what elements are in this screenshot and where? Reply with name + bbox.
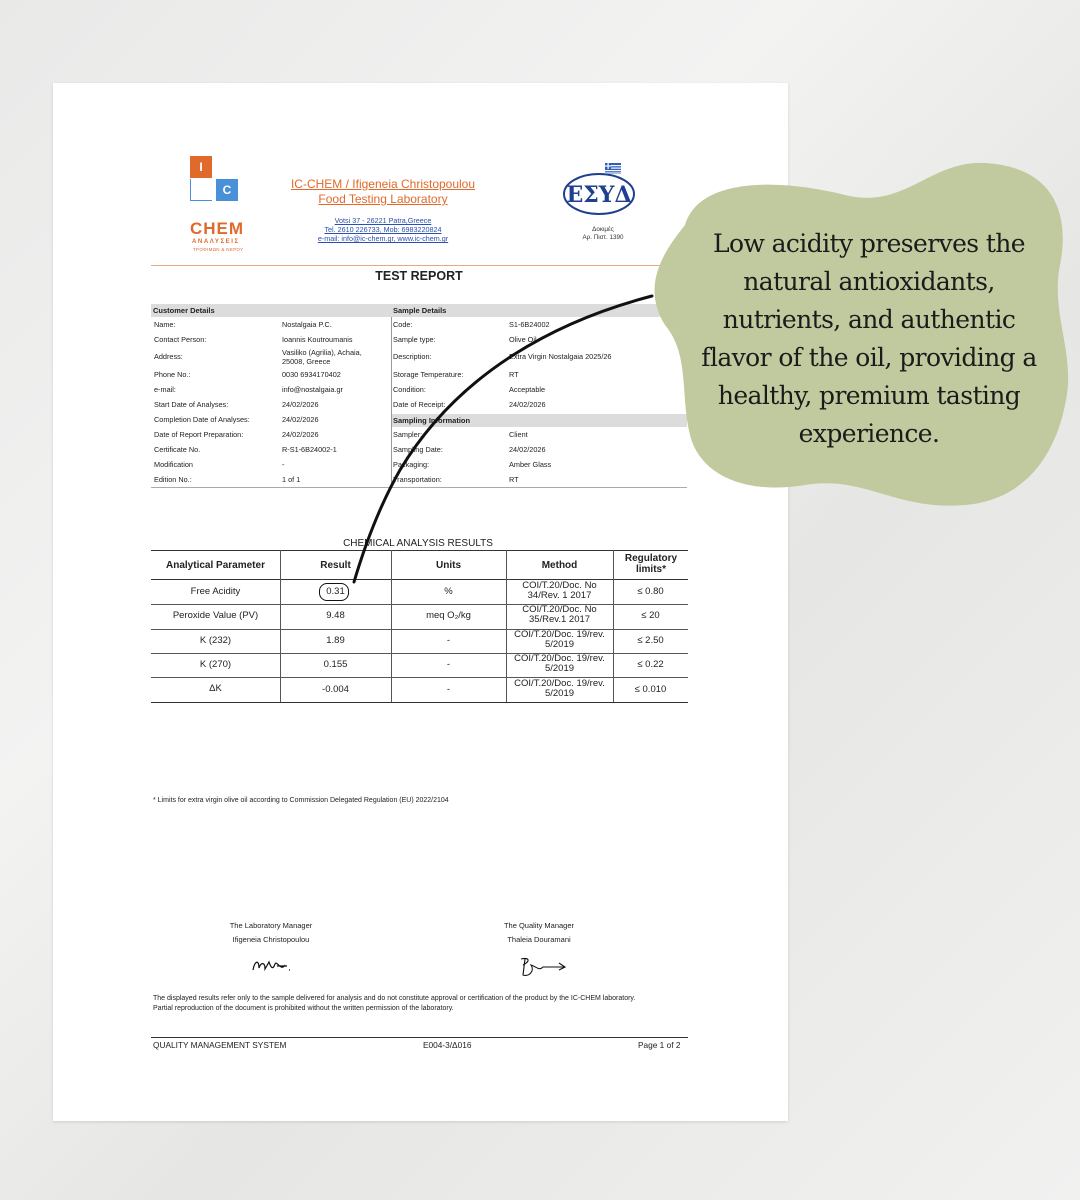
sample-value: Olive Oil <box>509 335 537 344</box>
customer-value: 24/02/2026 <box>282 415 319 424</box>
customer-label: Completion Date of Analyses: <box>154 415 250 424</box>
logo-wordmark: CHEM <box>190 219 245 238</box>
cell-result: 9.48 <box>326 610 345 621</box>
customer-label: Certificate No. <box>154 445 201 454</box>
customer-value: 0030 6934170402 <box>282 370 341 379</box>
footer-page: Page 1 of 2 <box>638 1040 681 1050</box>
cell-units: - <box>446 635 451 646</box>
cell-limit: ≤ 0.80 <box>637 586 664 597</box>
cell-method: COI/T.20/Doc. No 34/Rev. 1 2017 <box>522 580 597 601</box>
customer-value: 24/02/2026 <box>282 400 319 409</box>
customer-value: info@nostalgaia.gr <box>282 385 343 394</box>
cell-result: -0.004 <box>322 684 349 695</box>
sample-label: Sample type: <box>393 335 436 344</box>
cell-method: COI/T.20/Doc. 19/rev. 5/2019 <box>514 653 605 674</box>
customer-details-heading: Customer Details <box>151 304 391 317</box>
sample-value: 24/02/2026 <box>509 400 546 409</box>
logo-c-square: C <box>216 179 238 201</box>
results-footnote: * Limits for extra virgin olive oil according to Commission Delegated Regulation (EU) 2022/2104 <box>153 797 449 804</box>
logo-i-square: I <box>190 156 212 178</box>
sampling-value: 24/02/2026 <box>509 445 546 454</box>
cell-parameter: K (232) <box>199 635 232 646</box>
callout-text: Low acidity preserves the natural antioxidants, nutrients, and authentic flavor of the oil, providing a healthy, premium tasting experience. <box>701 229 1037 448</box>
logo-subtitle-2: ΤΡΟΦΙΜΩΝ & ΝΕΡΟΥ <box>193 247 244 252</box>
cell-units: - <box>446 684 451 695</box>
customer-label: Contact Person: <box>154 335 207 344</box>
customer-label: Start Date of Analyses: <box>154 400 229 409</box>
customer-label: Date of Report Preparation: <box>154 430 244 439</box>
cell-units: - <box>446 659 451 670</box>
cell-limit: ≤ 0.010 <box>634 684 667 695</box>
customer-value: Nostalgaia P.C. <box>282 320 332 329</box>
sample-label: Code: <box>393 320 413 329</box>
cell-units: % <box>444 586 453 597</box>
customer-value: R-S1-6B24002-1 <box>282 445 337 454</box>
customer-value: - <box>282 460 285 469</box>
footer-system: QUALITY MANAGEMENT SYSTEM <box>153 1040 287 1050</box>
header-limits: Regulatory limits* <box>624 553 678 575</box>
lab-address: Votsi 37 - 26221 Patra,Greece Tel. 2610 226733, Mob: 6983220824 e-mail: info@ic-chem.gr, www.ic-chem.gr <box>317 216 449 243</box>
lab-title: IC-CHEM / Ifigeneia Christopoulou Food Testing Laboratory <box>290 177 476 206</box>
esyd-accreditation-note: Δοκιμές Αρ. Πιστ. 1390 <box>582 226 624 241</box>
cell-parameter: Peroxide Value (PV) <box>172 610 259 621</box>
sample-details-heading: Sample Details <box>391 304 687 317</box>
cell-units: meq O₂/kg <box>426 610 471 621</box>
customer-label: Edition No.: <box>154 475 192 484</box>
sampling-value: Client <box>509 430 528 439</box>
customer-label: Phone No.: <box>154 370 191 379</box>
cell-result: 0.155 <box>323 659 348 670</box>
logo-subtitle: ΑΝΑΛΥΣΕΙΣ <box>192 239 240 245</box>
sampling-label: Transportation: <box>393 475 442 484</box>
header-result: Result <box>320 560 351 571</box>
customer-label: Modification <box>154 460 193 469</box>
sampling-label: Packaging: <box>393 460 430 469</box>
customer-label: Name: <box>154 320 176 329</box>
sample-value: S1-6B24002 <box>509 320 550 329</box>
sample-label: Description: <box>393 352 432 361</box>
cell-limit: ≤ 0.22 <box>637 659 664 670</box>
header-method: Method <box>541 560 578 571</box>
header-units: Units <box>436 560 461 571</box>
cell-method: COI/T.20/Doc. 19/rev. 5/2019 <box>514 629 605 650</box>
report-title: TEST REPORT <box>375 269 463 283</box>
customer-value: Vasiliko (Agrilia), Achaia, 25008, Greece <box>282 348 362 366</box>
footer-code: E004-3/Δ016 <box>423 1040 472 1050</box>
cell-result: 1.89 <box>326 635 345 646</box>
svg-text:ΕΣΥΔ: ΕΣΥΔ <box>566 182 632 208</box>
sampling-label: Sampler: <box>393 430 423 439</box>
customer-label: Address: <box>154 352 183 361</box>
customer-value: 1 of 1 <box>282 475 301 484</box>
cell-parameter: K (270) <box>199 659 232 670</box>
disclaimer: The displayed results refer only to the sample delivered for analysis and do not constitute approval or certification of the product by the IC-CHEM laboratory. Partial reproduction of the document is prohibited without the written permission of the laboratory. <box>153 995 636 1012</box>
customer-label: e-mail: <box>154 385 176 394</box>
cell-parameter: ΔK <box>209 683 222 694</box>
sample-value: Extra Virgin Nostalgaia 2025/26 <box>509 352 612 361</box>
sampling-label: Sampling Date: <box>393 445 443 454</box>
sampling-value: RT <box>509 475 519 484</box>
cell-limit: ≤ 20 <box>641 610 660 621</box>
cell-parameter: Free Acidity <box>190 586 241 597</box>
quality-manager-signature-block: The Quality Manager Thaleia Douramani <box>503 921 575 944</box>
sample-label: Storage Temperature: <box>393 370 464 379</box>
cell-result-highlighted: 0.31 <box>326 586 345 597</box>
cell-limit: ≤ 2.50 <box>637 635 664 646</box>
header-parameter: Analytical Parameter <box>166 560 265 571</box>
sampling-value: Amber Glass <box>509 460 552 469</box>
cell-method: COI/T.20/Doc. 19/rev. 5/2019 <box>514 678 605 699</box>
cell-method: COI/T.20/Doc. No 35/Rev.1 2017 <box>522 604 597 625</box>
sample-value: Acceptable <box>509 385 546 394</box>
customer-value: 24/02/2026 <box>282 430 319 439</box>
customer-value: Ioannis Koutroumanis <box>282 335 353 344</box>
sample-value: RT <box>509 370 519 379</box>
sampling-info-heading: Sampling Information <box>391 414 687 427</box>
sample-label: Condition: <box>393 385 426 394</box>
lab-manager-signature-block: The Laboratory Manager Ifigeneia Christopoulou <box>229 921 313 944</box>
sample-label: Date of Receipt: <box>393 400 446 409</box>
results-title: CHEMICAL ANALYSIS RESULTS <box>343 538 493 549</box>
